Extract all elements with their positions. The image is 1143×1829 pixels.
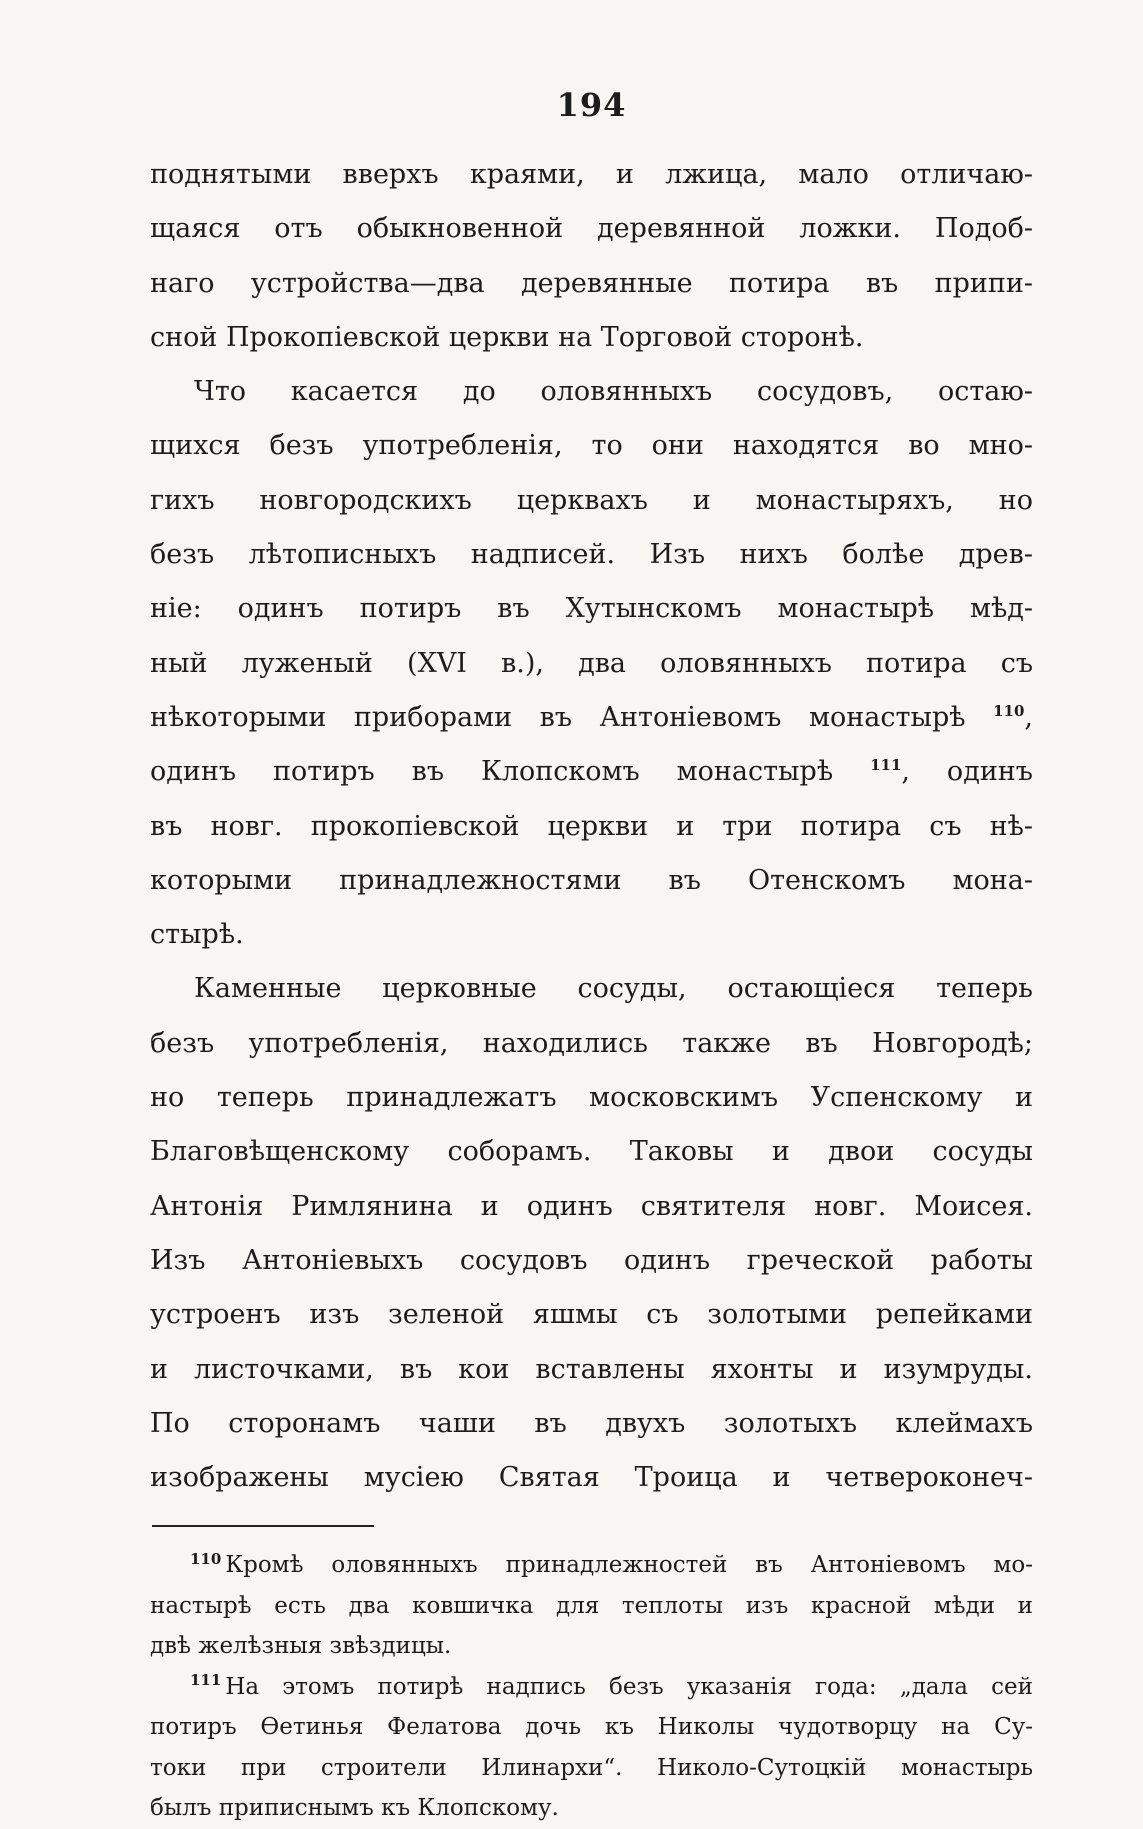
footnote-line [150,1667,1033,1708]
line-text: нѣкоторыми приборами въ Антоніевомъ монастырѣ [150,701,966,733]
line-text: Благовѣщенскому соборамъ. Таковы и двои сосуды [150,1136,1033,1168]
footnote-text: токи при строители Илинархи“. Николо-Сутоцкій монастырь [150,1754,1033,1781]
text-line [150,257,1033,311]
text-line [150,1397,1033,1451]
footnote-text: настырѣ есть два ковшичка для теплоты изъ красной мѣди и [150,1592,1033,1619]
text-line [150,1071,1033,1125]
line-text: устроенъ изъ зеленой яшмы съ золотыми репейками [150,1299,1033,1331]
text-line [150,1017,1033,1071]
text-line [150,474,1033,528]
line-text: ніе: одинъ потиръ въ Хутынскомъ монастырѣ мѣд- [150,593,1033,625]
footnote-text: былъ приписнымъ къ Клопскому. [150,1795,559,1822]
line-text: стырѣ. [150,919,244,951]
line-text: одинъ потиръ въ Клопскомъ монастырѣ [150,756,834,788]
page-number: 194 [556,86,627,124]
line-text: изображены мусіею Святая Троица и четвероконеч- [150,1462,1033,1494]
line-text: Антонія Римлянина и одинъ святителя новг. Моисея. [150,1190,1033,1222]
footnote-reference[interactable]: 111 [870,756,902,775]
line-text: ный луженый (XVI в.), два оловянныхъ потира съ [150,647,1033,679]
line-text: Каменные церковные сосуды, остающіеся теперь [194,973,1033,1005]
line-text: Что касается до оловянныхъ сосудовъ, остаю- [194,376,1033,408]
line-text: поднятыми вверхъ краями, и лжица, мало отличаю- [150,159,1033,190]
text-line [150,528,1033,582]
line-text: По сторонамъ чаши въ двухъ золотыхъ клеймахъ [150,1407,1033,1439]
line-text: щихся безъ употребленія, то они находятся во мно- [150,430,1033,462]
footnote-line [150,1586,1033,1627]
footnote-line [150,1626,1033,1667]
footnote-text: двѣ желѣзныя звѣздицы. [150,1633,452,1660]
footnote-reference[interactable]: 110 [993,701,1025,720]
text-line [150,637,1033,691]
text-line [150,1125,1033,1179]
text-line [150,582,1033,636]
footnote-mark: 110 [190,1549,222,1568]
line-text: и листочками, въ кои вставлены яхонты и изумруды. [150,1353,1033,1385]
footnote-text: потиръ Ѳетинья Фелатова дочь къ Николы чудотворцу на Су- [150,1714,1033,1741]
footnotes [150,1545,1033,1829]
text-line [150,962,1033,1016]
body-text [150,148,1033,1505]
line-text: безъ употребленія, находились также въ Новгородѣ; [150,1027,1033,1059]
line-text: сной Прокопіевской церкви на Торговой сторонѣ. [150,321,864,353]
footnote-separator [152,1525,374,1527]
footnote-text: На этомъ потирѣ надпись безъ указанія года: „дала сей [225,1673,1033,1700]
text-line [150,1180,1033,1234]
line-tail: , одинъ [901,756,1033,788]
text-line [150,202,1033,256]
text-line [150,691,1033,745]
text-line [150,854,1033,908]
text-line [150,311,1033,365]
text-line [150,148,1033,202]
line-text: Изъ Антоніевыхъ сосудовъ одинъ греческой работы [150,1244,1033,1276]
text-line [150,800,1033,854]
text-line [150,908,1033,962]
line-text: но теперь принадлежатъ московскимъ Успенскому и [150,1082,1033,1114]
footnote-text: Кромѣ оловянныхъ принадлежностей въ Антоніевомъ мо- [225,1552,1033,1579]
text-line [150,1288,1033,1342]
line-text: безъ лѣтописныхъ надписей. Изъ нихъ болѣе древ- [150,539,1033,571]
text-line [150,1343,1033,1397]
text-line [150,1234,1033,1288]
footnote-mark: 111 [190,1671,222,1690]
footnote-line [150,1748,1033,1789]
footnote-line [150,1707,1033,1748]
line-text: наго устройства—два деревянные потира въ припи- [150,267,1033,299]
text-line [150,745,1033,799]
text-line [150,1451,1033,1505]
line-text: гихъ новгородскихъ церквахъ и монастыряхъ, но [150,484,1033,516]
line-text: которыми принадлежностями въ Отенскомъ мона- [150,864,1033,896]
footnote-line [150,1545,1033,1586]
line-text: щаяся отъ обыкновенной деревянной ложки. Подоб- [150,213,1033,245]
text-line [150,419,1033,473]
line-tail: , [1024,701,1033,733]
text-line [150,365,1033,419]
line-text: въ новг. прокопіевской церкви и три потира съ нѣ- [150,810,1033,842]
footnote-line [150,1788,1033,1829]
